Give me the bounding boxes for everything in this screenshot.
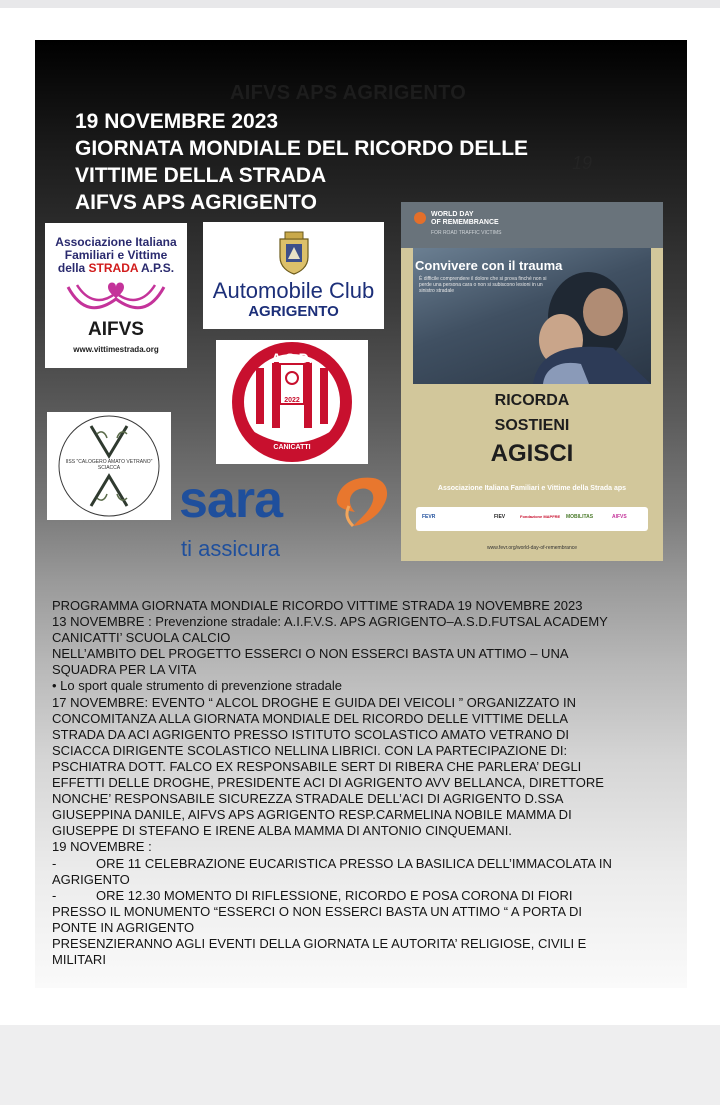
program-line: GIUSEPPE DI STEFANO E IRENE ALBA MAMMA DI ANTONIO CINQUEMANI. [52, 823, 512, 839]
aifvs-website: www.vittimestrada.org [73, 345, 159, 354]
program-line: PSCHIATRA DOTT. FALCO EX RESPONSABILE SERT DI RIBERA CHE PARLERA’ DEGLI [52, 758, 582, 774]
brochure-org: Associazione Italiana Familiari e Vittime della Strada aps [437, 485, 627, 492]
headline-date: 19 NOVEMBRE 2023 [75, 110, 279, 133]
brochure-photo-title: Convivere con il trauma [415, 258, 563, 273]
poster-headline [75, 108, 528, 216]
bottom-area [0, 1025, 720, 1105]
ghost-title: AIFVS APS AGRIGENTO [230, 82, 467, 104]
brochure-photo [413, 248, 651, 384]
crest-icon [274, 229, 314, 275]
sara-word: sara [179, 471, 282, 529]
sara-tagline: ti assicura [181, 536, 281, 561]
brochure-slogan: RICORDA SOSTIENI AGISCI [490, 392, 574, 467]
program-line: • Lo sport quale strumento di prevenzione stradale [52, 678, 342, 694]
program-line: - ORE 12.30 MOMENTO DI RIFLESSIONE, RICORDO E POSA CORONA DI FIORI [52, 887, 573, 903]
program-line: PROGRAMMA GIORNATA MONDIALE RICORDO VITTIME STRADA 19 NOVEMBRE 2023 [52, 598, 583, 613]
program-line: PONTE IN AGRIGENTO [52, 919, 195, 935]
program-line: NONCHE’ RESPONSABILE SICUREZZA STRADALE DELL’ACI DI AGRIGENTO D.SSA [52, 791, 564, 807]
program-line: EFFETTI DELLE DROGHE, PRESIDENTE ACI DI AGRIGENTO AVV BELLANCA, DIRETTORE [52, 775, 604, 791]
program-line: GIUSEPPINA DANILE, AIFVS APS AGRIGENTO RESP.CARMELINA NOBILE MAMMA DI [52, 807, 572, 823]
program-line: STRADA DA ACI AGRIGENTO PRESSO ISTITUTO SCOLASTICO AMATO VETRANO DI [52, 726, 569, 742]
aci-name: Automobile Club [212, 278, 375, 303]
brochure-badge: WORLD DAY OF REMEMBRANCE [431, 211, 499, 226]
program-line: PRESENZIERANNO AGLI EVENTI DELLA GIORNATA LE AUTORITA’ RELIGIOSE, CIVILI E [52, 935, 587, 951]
sara-assicurazioni-logo [179, 471, 399, 564]
hands-heart-icon [63, 277, 169, 317]
ghost-number: 19 [572, 153, 593, 173]
brochure-header [401, 202, 663, 248]
brochure-badge-sub: FOR ROAD TRAFFIC VICTIMS [431, 230, 502, 236]
aifvs-logo [45, 223, 187, 368]
headline-line-4: AIFVS APS AGRIGENTO [75, 191, 317, 214]
program-line: 19 NOVEMBRE : [52, 839, 152, 855]
asd-year: 2022 [284, 397, 300, 404]
program-line: AGRIGENTO [52, 871, 130, 887]
school-name: IISS "CALOGERO AMATO VETRANO" SCIACCA [65, 459, 153, 471]
aifvs-logo-text: Associazione Italiana Familiari e Vittime della STRADA A.P.S. [55, 235, 177, 275]
aifvs-brand: AIFVS [88, 319, 144, 340]
sara-flame-icon [331, 474, 393, 530]
brochure-photo-caption: È difficile comprendere il dolore che si prova finché non si perde una persona cara o non si subiscono lesioni in un sinistro stradale [419, 276, 547, 294]
partner-logos-strip: FEVR FIEV Fondazione MAPFRE MOBILITAS AIFVS [416, 507, 648, 531]
remembrance-mark-icon [414, 212, 426, 224]
remembrance-brochure [401, 202, 663, 561]
headline-line-3: VITTIME DELLA STRADA [75, 164, 327, 187]
program-line: CANICATTI’ SCUOLA CALCIO [52, 630, 231, 646]
school-logo [47, 412, 171, 520]
aci-agrigento-logo [203, 222, 384, 329]
program-line: 17 NOVEMBRE: EVENTO “ ALCOL DROGHE E GUIDA DEI VEICOLI ” ORGANIZZATO IN [52, 694, 576, 710]
program-line: PRESSO IL MONUMENTO “ESSERCI O NON ESSERCI BASTA UN ATTIMO “ A PORTA DI [52, 903, 582, 919]
asd-label: A.S.D. [271, 350, 313, 366]
brochure-url: www.fevr.org/world-day-of-remembrance [486, 545, 578, 551]
headline-line-2: GIORNATA MONDIALE DEL RICORDO DELLE [75, 137, 529, 160]
event-program [52, 598, 680, 968]
asd-futsal-academy-logo [216, 340, 368, 464]
program-line: CONCOMITANZA ALLA GIORNATA MONDIALE DEL RICORDO DELLE VITTIME DELLA [52, 710, 569, 726]
aci-city: AGRIGENTO [248, 303, 339, 320]
program-line: SCIACCA DIRIGENTE SCOLASTICO NELLINA LIBRICI. CON LA PARTECIPAZIONE DI: [52, 742, 568, 758]
program-line: - ORE 11 CELEBRAZIONE EUCARISTICA PRESSO LA BASILICA DELL’IMMACOLATA IN [52, 855, 612, 871]
event-poster[interactable] [35, 40, 687, 988]
top-bar [0, 0, 720, 8]
program-line: SQUADRA PER LA VITA [52, 662, 197, 678]
program-line: NELL’AMBITO DEL PROGETTO ESSERCI O NON ESSERCI BASTA UN ATTIMO – UNA [52, 646, 569, 662]
program-line: 13 NOVEMBRE : Prevenzione stradale: A.I.F.V.S. APS AGRIGENTO–A.S.D.FUTSAL ACADEMY [52, 614, 608, 630]
program-line: MILITARI [52, 952, 106, 968]
asd-name: FUTSAL ACADEMY CANICATTI [273, 428, 311, 451]
